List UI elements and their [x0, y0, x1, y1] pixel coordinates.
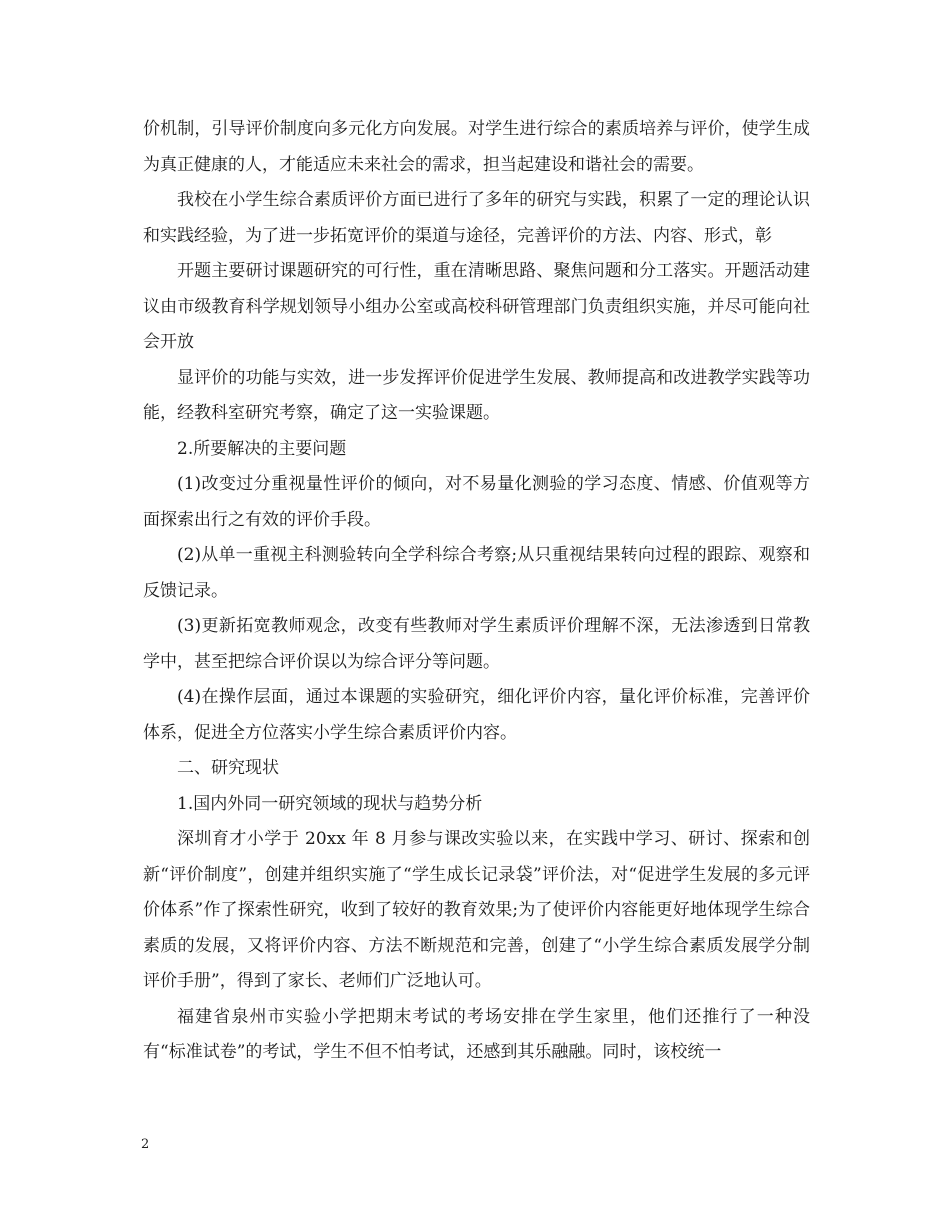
page-number: 2 [141, 1137, 150, 1152]
paragraph: 开题主要研讨课题研究的可行性，重在清晰思路、聚焦问题和分工落实。开题活动建议由市级教育科学规划领导小组办公室或高校科研管理部门负责组织实施，并尽可能向社会开放 [143, 261, 810, 352]
paragraph: 深圳育才小学于 20xx 年 8 月参与课改实验以来，在实践中学习、研讨、探索和创新“评价制度”，创建并组织实施了“学生成长记录袋”评价法，对“促进学生发展的多元评价体系”作了探索性研究，收到了较好的教育效果;为了使评价内容能更好地体现学生综合素质的发展，又将评价内容、方法不断规范和完善，创建了“小学生综合素质发展学分制评价手册”，得到了家长、老师们广泛地认可。 [143, 829, 810, 991]
document-body [143, 112, 810, 1071]
section-subheading: 1.国内外同一研究领域的现状与趋势分析 [177, 793, 483, 814]
list-item: (2)从单一重视主科测验转向全学科综合考察;从只重视结果转向过程的跟踪、观察和反馈记录。 [143, 545, 810, 601]
paragraph: 价机制，引导评价制度向多元化方向发展。对学生进行综合的素质培养与评价，使学生成为真正健康的人，才能适应未来社会的需求，担当起建设和谐社会的需要。 [143, 119, 810, 175]
paragraph: 显评价的功能与实效，进一步发挥评价促进学生发展、教师提高和改进教学实践等功能，经教科室研究考察，确定了这一实验课题。 [143, 367, 810, 423]
paragraph: 我校在小学生综合素质评价方面已进行了多年的研究与实践，积累了一定的理论认识和实践经验，为了进一步拓宽评价的渠道与途径，完善评价的方法、内容、形式，彰 [143, 190, 810, 246]
list-item: (4)在操作层面，通过本课题的实验研究，细化评价内容，量化评价标准，完善评价体系，促进全方位落实小学生综合素质评价内容。 [143, 687, 810, 743]
section-heading: 二、研究现状 [177, 758, 279, 778]
paragraph: 福建省泉州市实验小学把期末考试的考场安排在学生家里，他们还推行了一种没有“标准试卷”的考试，学生不但不怕考试，还感到其乐融融。同时，该校统一 [143, 1006, 810, 1062]
list-item: (1)改变过分重视量性评价的倾向，对不易量化测验的学习态度、情感、价值观等方面探索出行之有效的评价手段。 [143, 474, 810, 530]
list-item: (3)更新拓宽教师观念，改变有些教师对学生素质评价理解不深，无法渗透到日常教学中，甚至把综合评价误以为综合评分等问题。 [143, 616, 810, 672]
section-subheading: 2.所要解决的主要问题 [177, 438, 347, 459]
